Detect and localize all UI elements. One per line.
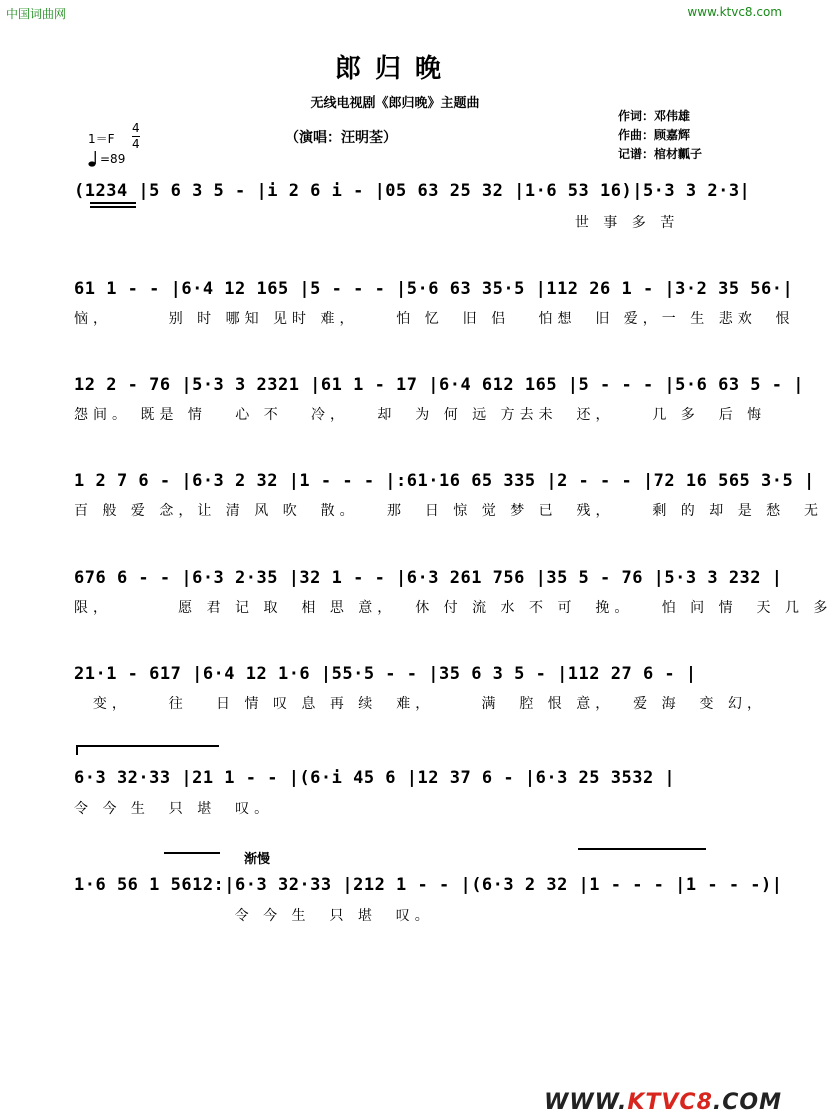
singer-line: （演唱：汪明荃） bbox=[285, 130, 397, 146]
notation-line: 6·3 32·33 |21 1 - - |(6·i 45 6 |12 37 6 - |6·3 25 3532 | bbox=[74, 768, 676, 788]
lyric-line: 恼， 别 时 哪知 见时 难， 怕 忆 旧 侣 怕想 旧 爱，一 生 悲欢 恨 bbox=[74, 311, 795, 327]
score-system-8 bbox=[74, 872, 783, 932]
tempo-marking bbox=[88, 150, 125, 168]
key-signature: 1＝F bbox=[88, 132, 115, 146]
watermark-prefix: WWW. bbox=[544, 1090, 628, 1115]
time-signature-bottom: 4 bbox=[132, 137, 140, 151]
notation-line: (1234 |5 6 3 5 - |i 2 6 i - |05 63 25 32 |1·6 53 16)|5·3 3 2·3| bbox=[74, 181, 751, 201]
score-system-4 bbox=[74, 468, 824, 528]
lyric-line: 限， 愿 君 记 取 相 思 意， 休 付 流 水 不 可 挽。 怕 问 情 天 几 多 bbox=[74, 600, 832, 616]
notation-line: 1·6 56 1 5612:|6·3 32·33 |212 1 - - |(6·3 2 32 |1 - - - |1 - - -)| bbox=[74, 875, 783, 895]
score-system-7 bbox=[74, 765, 728, 825]
notation-line: 61 1 - - |6·4 12 165 |5 - - - |5·6 63 35·5 |112 26 1 - |3·2 35 56·| bbox=[74, 279, 794, 299]
song-subtitle: 无线电视剧《郎归晚》主题曲 bbox=[310, 96, 480, 111]
lyric-line: 世 事 多 苦 bbox=[74, 215, 680, 231]
quarter-note-icon bbox=[88, 150, 98, 168]
notation-line: 21·1 - 617 |6·4 12 1·6 |55·5 - - |35 6 3 5 - |112 27 6 - | bbox=[74, 664, 697, 684]
score-system-1 bbox=[74, 178, 751, 238]
transcriber-credit: 记谱：棺材瓤子 bbox=[618, 147, 703, 161]
volta-bracket-end bbox=[76, 745, 78, 755]
score-system-6 bbox=[74, 661, 766, 721]
tempo-value: =89 bbox=[100, 152, 126, 166]
composer-credit: 作曲：顾嘉辉 bbox=[618, 128, 691, 142]
credits-block bbox=[618, 107, 702, 164]
lyric-line: 变， 往 日 情 叹 息 再 续 难， 满 腔 恨 意， 爱 海 变 幻， bbox=[74, 696, 766, 712]
time-signature bbox=[132, 121, 140, 152]
lyric-line: 令 今 生 只 堪 叹。 bbox=[74, 908, 434, 924]
score-system-3 bbox=[74, 372, 804, 432]
lyricist-credit: 作词：邓伟雄 bbox=[618, 109, 691, 123]
watermark-brand: KTVC8 bbox=[627, 1090, 713, 1115]
notation-line: 676 6 - - |6·3 2·35 |32 1 - - |6·3 261 756 |35 5 - 76 |5·3 3 232 | bbox=[74, 568, 783, 588]
lyric-line: 百 般 爱 念，让 清 风 吹 散。 那 日 惊 觉 梦 已 残， 剩 的 却 是 愁 无 bbox=[74, 503, 824, 519]
watermark-logo bbox=[544, 1090, 782, 1115]
notation-line: 1 2 7 6 - |6·3 2 32 |1 - - - |:61·16 65 335 |2 - - - |72 16 565 3·5 | bbox=[74, 471, 815, 491]
lyric-line: 怨间。 既是 情 心 不 冷， 却 为 何 远 方去未 还， 几 多 后 悔 bbox=[74, 407, 767, 423]
score-system-2 bbox=[74, 276, 795, 336]
site-name-left[interactable]: 中国词曲网 bbox=[6, 7, 67, 21]
tie-line bbox=[578, 848, 706, 850]
song-title: 郎归晚 bbox=[334, 54, 455, 84]
watermark-suffix: .COM bbox=[712, 1090, 782, 1115]
notation-line: 12 2 - 76 |5·3 3 2321 |61 1 - 17 |6·4 612 165 |5 - - - |5·6 63 5 - | bbox=[74, 375, 804, 395]
slowing-mark: 渐慢 bbox=[244, 852, 271, 867]
time-signature-top: 4 bbox=[132, 121, 140, 135]
volta-bracket-2 bbox=[164, 852, 220, 854]
volta-bracket bbox=[76, 745, 219, 747]
site-url-right[interactable]: www.ktvc8.com bbox=[687, 5, 782, 19]
score-system-5 bbox=[74, 565, 832, 625]
lyric-line: 令 今 生 只 堪 叹。 bbox=[74, 801, 274, 817]
